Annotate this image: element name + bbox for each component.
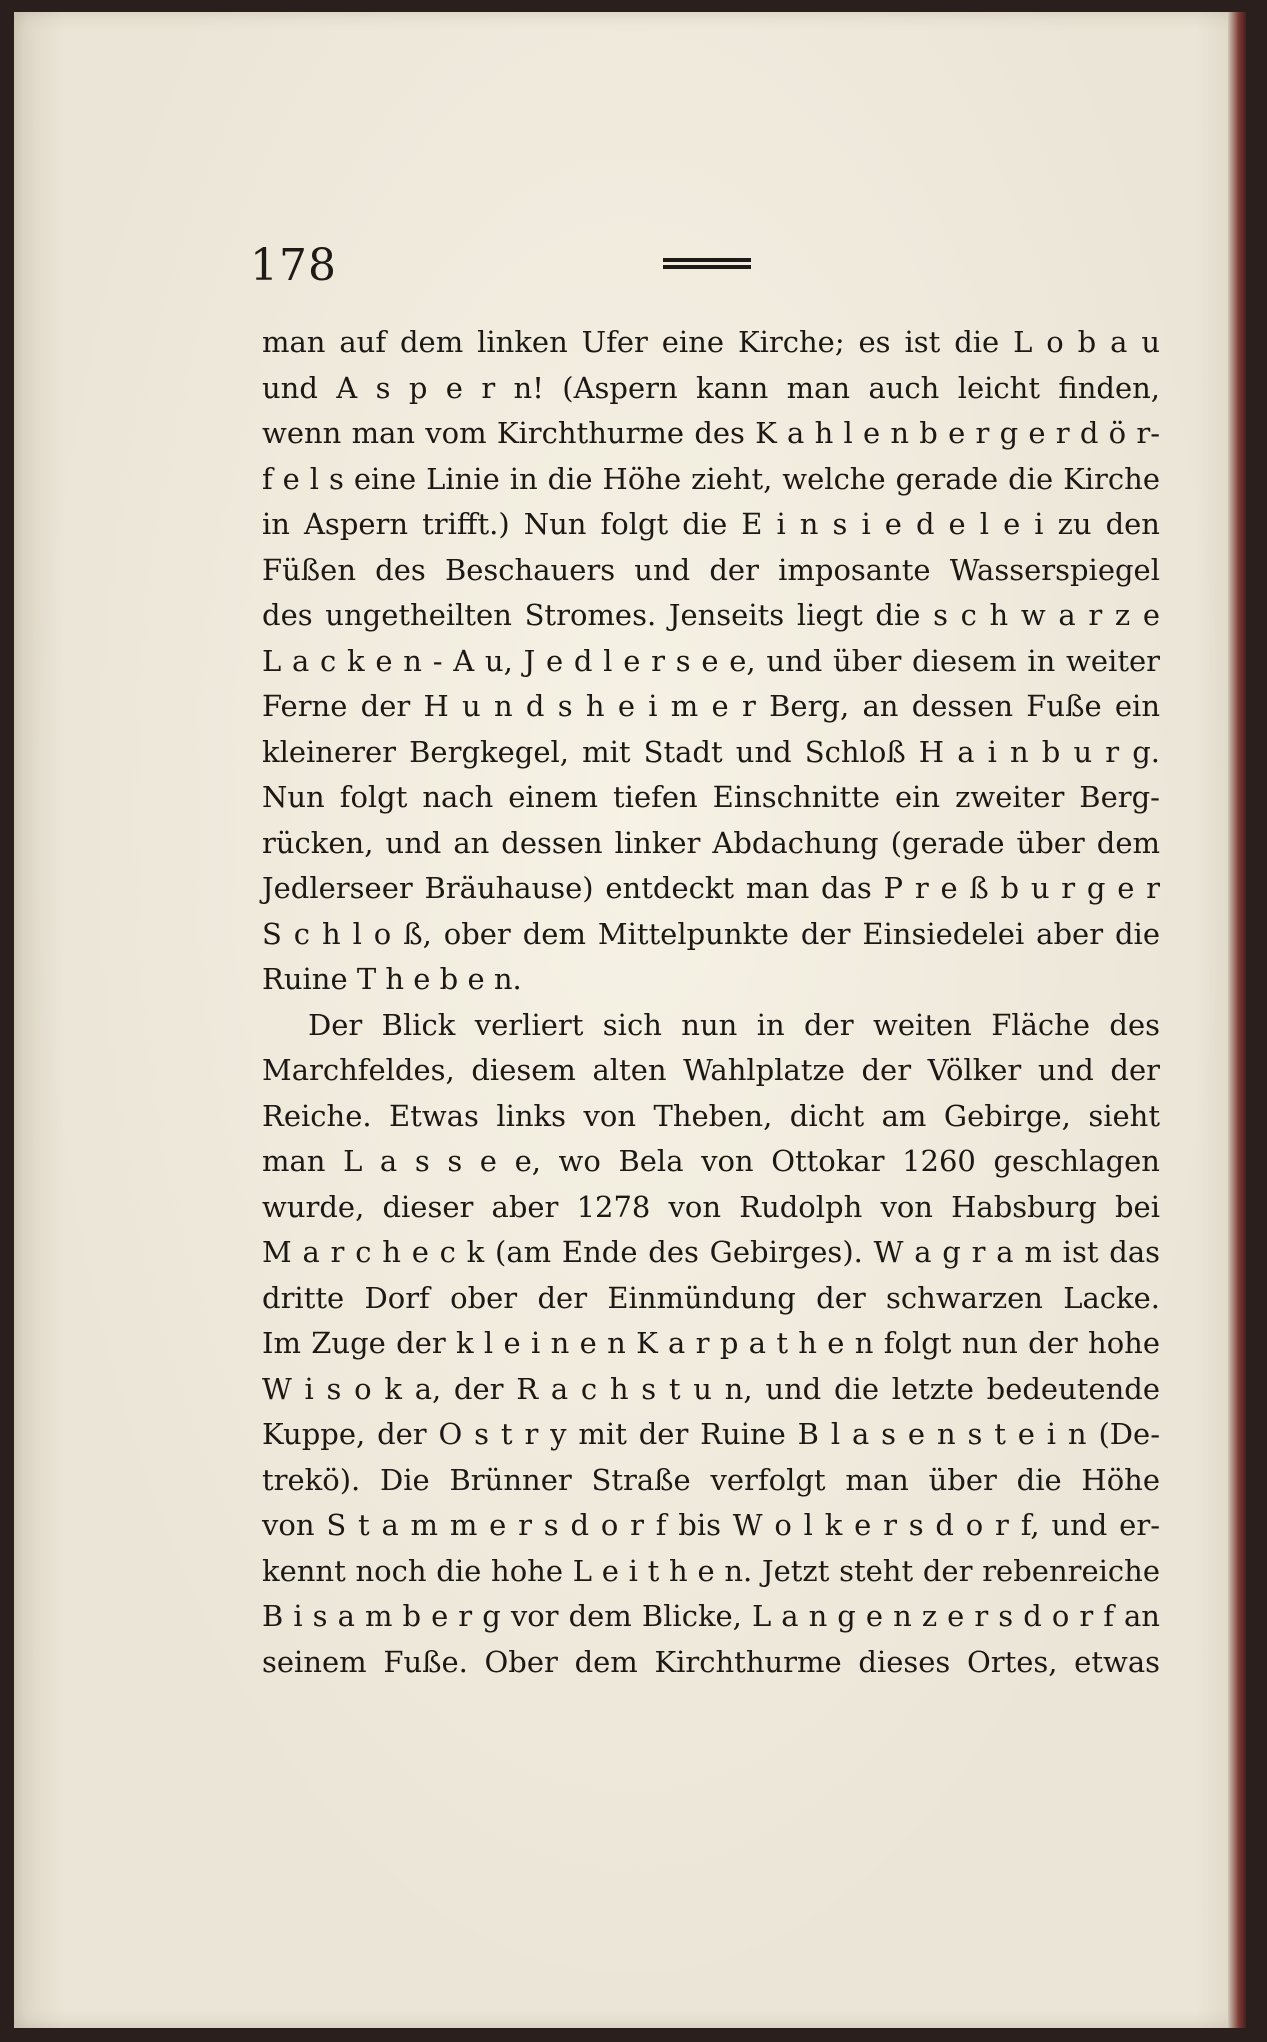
text-line: Nun folgt nach einem tiefen Einschnitte ein zweiter Berg- (262, 780, 1160, 814)
text-line: Kuppe, der O s t r y mit der Ruine B l a s e n s t e i n (De- (262, 1417, 1160, 1451)
text-line: kennt noch die hohe L e i t h e n. Jetzt steht der rebenreiche (262, 1553, 1160, 1588)
text-line: Der Blick verliert sich nun in der weiten Fläche des (308, 1007, 1160, 1042)
text-line: des ungetheilten Stromes. Jenseits liegt die s c h w a r z e (262, 598, 1160, 632)
body-text (262, 320, 1160, 1685)
text-line: trekö). Die Brünner Straße verfolgt man über die Höhe (262, 1462, 1160, 1497)
text-line: kleinerer Bergkegel, mit Stadt und Schloß H a i n b u r g. (262, 734, 1160, 769)
text-line: in Aspern trifft.) Nun folgt die E i n s i e d e l e i zu den (262, 507, 1160, 541)
text-line: wurde, dieser aber 1278 von Rudolph von Habsburg bei (262, 1189, 1160, 1224)
text-line: von S t a m m e r s d o r f bis W o l k e r s d o r f, und er- (262, 1508, 1160, 1542)
text-line: S c h l o ß, ober dem Mittelpunkte der Einsiedelei aber die (262, 916, 1160, 951)
page-header (250, 240, 1150, 300)
text-line: Füßen des Beschauers und der imposante Wasserspiegel (262, 552, 1160, 587)
page-number: 178 (250, 240, 337, 291)
text-line: dritte Dorf ober der Einmündung der schwarzen Lacke. (262, 1280, 1160, 1315)
text-line: f e l s eine Linie in die Höhe zieht, welche gerade die Kirche (262, 461, 1160, 496)
text-line: B i s a m b e r g vor dem Blicke, L a n g e n z e r s d o r f an (262, 1599, 1160, 1633)
text-line: wenn man vom Kirchthurme des K a h l e n b e r g e r d ö r- (262, 416, 1160, 450)
text-line: Jedlerseer Bräuhause) entdeckt man das P r e ß b u r g e r (262, 871, 1160, 905)
book-binding-edge (1228, 12, 1246, 2028)
header-rule-bar-top (663, 258, 751, 262)
text-line: Reiche. Etwas links von Theben, dicht am Gebirge, sieht (262, 1098, 1160, 1133)
book-page (14, 12, 1246, 2028)
header-rule-bar-bottom (663, 265, 751, 269)
text-line: L a c k e n - A u, J e d l e r s e e, und über diesem in weiter (262, 643, 1160, 678)
text-line: Im Zuge der k l e i n e n K a r p a t h e n folgt nun der hohe (262, 1326, 1160, 1360)
text-line: seinem Fuße. Ober dem Kirchthurme dieses Ortes, etwas (262, 1644, 1160, 1679)
text-line: man L a s s e e, wo Bela von Ottokar 1260 geschlagen (262, 1144, 1160, 1178)
header-ornament-rule (663, 258, 751, 270)
text-line: Ferne der H u n d s h e i m e r Berg, an dessen Fuße ein (262, 689, 1160, 723)
text-line: man auf dem linken Ufer eine Kirche; es ist die L o b a u (262, 325, 1160, 359)
text-line: und A s p e r n! (Aspern kann man auch leicht finden, (262, 370, 1160, 405)
paragraph-2 (262, 1003, 1160, 1686)
text-line: rücken, und an dessen linker Abdachung (gerade über dem (262, 825, 1160, 860)
text-line: Marchfeldes, diesem alten Wahlplatze der Völker und der (262, 1053, 1160, 1087)
text-line: W i s o k a, der R a c h s t u n, und die letzte bedeutende (262, 1371, 1160, 1406)
text-line: M a r c h e c k (am Ende des Gebirges). W a g r a m ist das (262, 1235, 1160, 1269)
paragraph-1 (262, 320, 1160, 1003)
text-line: Ruine T h e b e n. (262, 962, 522, 996)
